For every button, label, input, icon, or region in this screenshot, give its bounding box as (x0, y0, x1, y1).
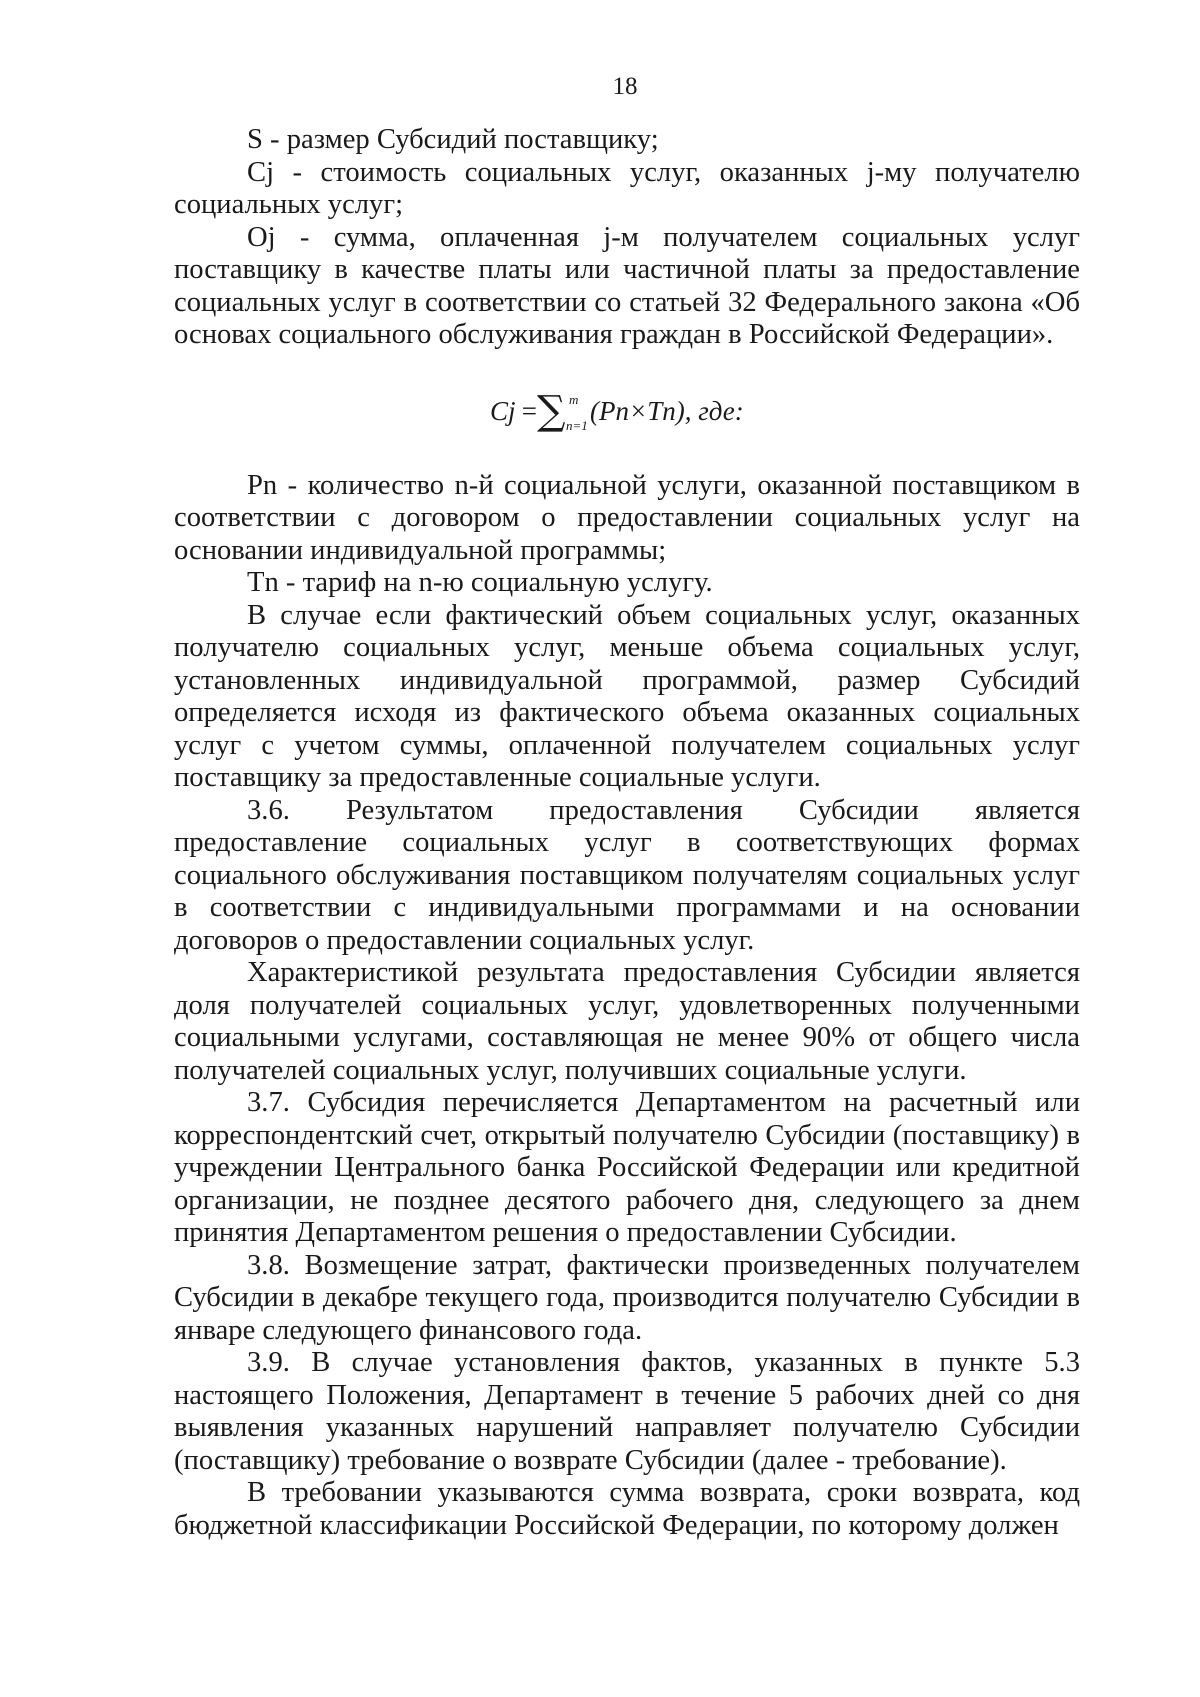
paragraph-result-characteristic: Характеристикой результата предоставления Субсидии является доля получателей социальных услуг, удовлетворенных полученными социальными услугами, составляющая не менее 90% от общего числа получателей социальных услуг, получивших социальные услуги. (174, 957, 1080, 1086)
paragraph-3-8: 3.8. Возмещение затрат, фактически произведенных получателем Субсидии в декабре текущего года, производится получателю Субсидии в январе следующего финансового года. (174, 1249, 1080, 1346)
paragraph-actual-volume: В случае если фактический объем социальных услуг, оказанных получателю социальных услуг, меньше объема социальных услуг, установленных индивидуальной программой, размер Субсидий определяется исходя из фактического объема оказанных социальных услуг с учетом суммы, оплаченной получателем социальных услуг поставщику за предоставленные социальные услуги. (174, 599, 1080, 793)
paragraph-definition-pn: Pn - количество n-й социальной услуги, оказанной поставщиком в соответствии с договором о предоставлении социальных услуг на основании индивидуальной программы; (174, 469, 1080, 566)
formula-body: (Pn×Tn), где: (590, 395, 744, 426)
paragraph-definition-cj: Cj - стоимость социальных услуг, оказанных j-му получателю социальных услуг; (174, 156, 1080, 220)
paragraph-definition-oj: Oj - сумма, оплаченная j-м получателем социальных услуг поставщику в качестве платы или частичной платы за предоставление социальных услуг в соответствии со статьей 32 Федерального закона «Об основах социального обслуживания граждан в Российской Федерации». (174, 221, 1080, 350)
paragraph-3-7: 3.7. Субсидия перечисляется Департаментом на расчетный или корреспондентский счет, открытый получателю Субсидии (поставщику) в учреждении Центрального банка Российской Федерации или кредитной организации, не позднее десятого рабочего дня, следующего за днем принятия Департаментом решения о предоставлении Субсидии. (174, 1087, 1080, 1248)
document-body (174, 124, 1080, 1542)
paragraph-3-9: 3.9. В случае установления фактов, указанных в пункте 5.3 настоящего Положения, Департамент в течение 5 рабочих дней со дня выявления указанных нарушений направляет получателю Субсидии (поставщику) требование о возврате Субсидии (далее - требование). (174, 1347, 1080, 1476)
formula-equals: = (520, 395, 539, 426)
formula-lhs: Cj (490, 395, 516, 426)
formula-cj (174, 352, 1080, 442)
formula-graphic (174, 352, 1080, 442)
paragraph-requirement: В требовании указываются сумма возврата, сроки возврата, код бюджетной классификации Российской Федерации, по которому должен (174, 1477, 1080, 1541)
page-number: 18 (612, 73, 638, 100)
paragraph-definition-tn: Tn - тариф на n-ю социальную услугу. (247, 567, 713, 598)
paragraph-3-6: 3.6. Результатом предоставления Субсидии является предоставление социальных услуг в соответствующих формах социального обслуживания поставщиком получателям социальных услуг в соответствии с индивидуальными программами и на основании договоров о предоставлении социальных услуг. (174, 794, 1080, 956)
formula-sum-symbol: ∑ (537, 387, 566, 434)
paragraph-definition-s: S - размер Субсидий поставщику; (247, 124, 659, 155)
formula-lower-limit: n=1 (566, 417, 588, 433)
formula-upper-limit: m (569, 391, 579, 407)
